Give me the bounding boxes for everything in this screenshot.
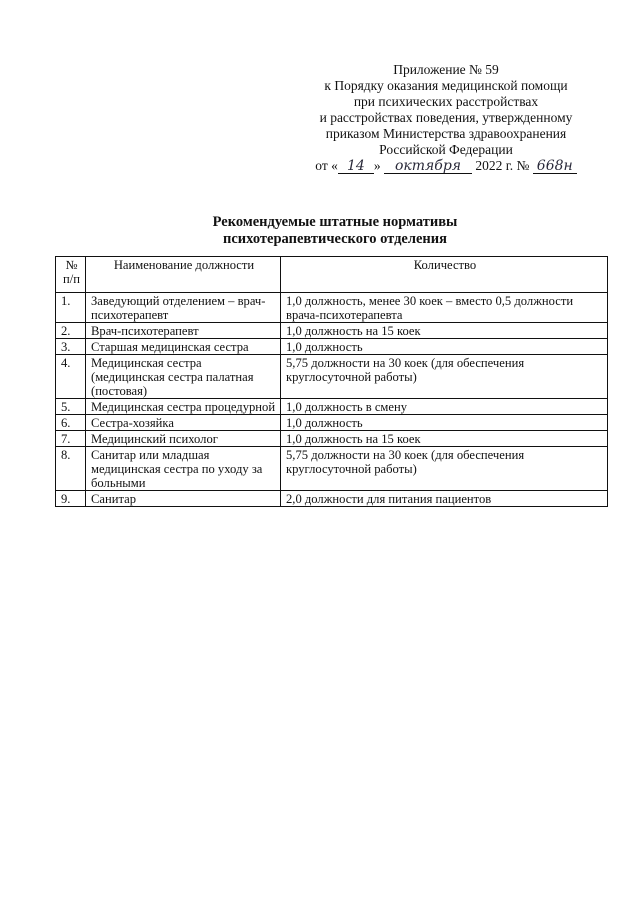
row-position: Санитар или младшая медицинская сестра по уходу за больными: [86, 447, 281, 491]
appendix-title: Приложение № 59: [393, 62, 499, 77]
row-quantity: 1,0 должность на 15 коек: [281, 431, 608, 447]
row-quantity: 1,0 должность: [281, 415, 608, 431]
table-row: [56, 293, 608, 323]
row-number: 8.: [56, 447, 86, 491]
order-date-line: [296, 158, 596, 174]
row-position: Заведующий отделением – врач-психотерапевт: [86, 293, 281, 323]
appendix-header: [296, 62, 596, 174]
row-number: 3.: [56, 339, 86, 355]
table-row: [56, 447, 608, 491]
table-row: [56, 399, 608, 415]
row-position: Медицинский психолог: [86, 431, 281, 447]
row-quantity: 1,0 должность на 15 коек: [281, 323, 608, 339]
row-quantity: 5,75 должности на 30 коек (для обеспечения круглосуточной работы): [281, 447, 608, 491]
row-quantity: 1,0 должность в смену: [281, 399, 608, 415]
handwritten-order-number: 668н: [533, 159, 577, 174]
appendix-line: приказом Министерства здравоохранения: [325, 126, 567, 141]
table-row: [56, 355, 608, 399]
handwritten-month: октября: [384, 159, 472, 174]
appendix-line: при психических расстройствах: [353, 94, 539, 109]
row-number: 1.: [56, 293, 86, 323]
appendix-line: и расстройствах поведения, утвержденному: [319, 110, 573, 125]
row-number: 6.: [56, 415, 86, 431]
date-mid: »: [373, 158, 381, 173]
row-quantity: 2,0 должности для питания пациентов: [281, 491, 608, 507]
row-position: Медицинская сестра (медицинская сестра палатная (постовая): [86, 355, 281, 399]
row-number: 9.: [56, 491, 86, 507]
appendix-line: Российской Федерации: [379, 142, 513, 157]
table-row: [56, 415, 608, 431]
table-row: [56, 491, 608, 507]
header-number: № п/п: [56, 257, 86, 293]
row-number: 4.: [56, 355, 86, 399]
row-quantity: 1,0 должность, менее 30 коек – вместо 0,5 должности врача-психотерапевта: [281, 293, 608, 323]
handwritten-day: 14: [338, 159, 374, 174]
document-heading: [160, 214, 510, 248]
row-number: 7.: [56, 431, 86, 447]
table-row: [56, 339, 608, 355]
staffing-table: [55, 256, 608, 507]
row-quantity: 1,0 должность: [281, 339, 608, 355]
row-quantity: 5,75 должности на 30 коек (для обеспечения круглосуточной работы): [281, 355, 608, 399]
date-prefix: от «: [315, 158, 338, 173]
row-position: Старшая медицинская сестра: [86, 339, 281, 355]
row-position: Медицинская сестра процедурной: [86, 399, 281, 415]
row-number: 5.: [56, 399, 86, 415]
row-number: 2.: [56, 323, 86, 339]
heading-line: Рекомендуемые штатные нормативы: [212, 214, 458, 230]
row-position: Врач-психотерапевт: [86, 323, 281, 339]
heading-line: психотерапевтического отделения: [223, 231, 447, 247]
table-row: [56, 431, 608, 447]
date-year-text: 2022 г. №: [475, 158, 530, 173]
row-position: Санитар: [86, 491, 281, 507]
appendix-line: к Порядку оказания медицинской помощи: [324, 78, 568, 93]
table-row: [56, 323, 608, 339]
table-header-row: [56, 257, 608, 293]
header-quantity: Количество: [281, 257, 608, 293]
header-position: Наименование должности: [86, 257, 281, 293]
row-position: Сестра-хозяйка: [86, 415, 281, 431]
